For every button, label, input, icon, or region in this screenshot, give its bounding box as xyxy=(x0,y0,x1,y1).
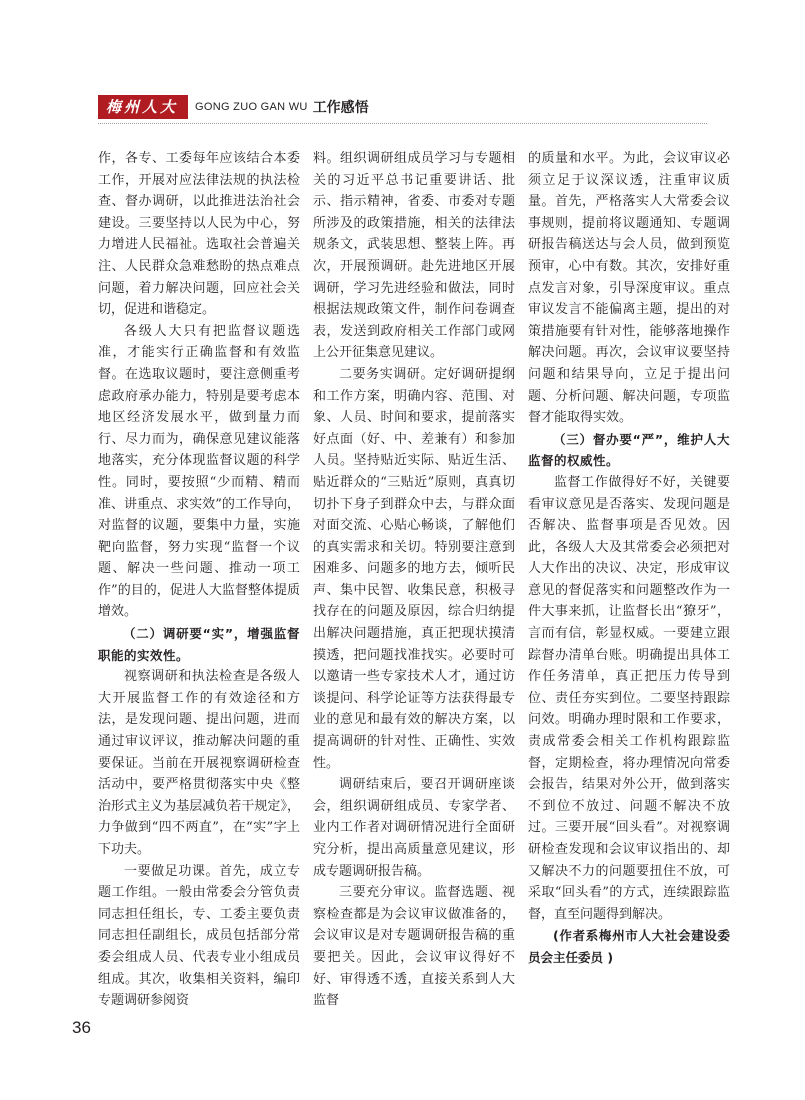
subheading: （二）调研要“实”，增强监督职能的实效性。 xyxy=(98,626,300,663)
text-column-3 xyxy=(528,148,730,969)
author-signature: (作者系梅州市人大社会建设委员会主任委员 ) xyxy=(528,928,730,965)
section-pinyin: GONG ZUO GAN WU xyxy=(195,101,308,113)
magazine-logo: 梅州人大 xyxy=(98,95,188,119)
section-title: 工作感悟 xyxy=(312,100,369,116)
header-divider xyxy=(98,123,707,124)
paragraph: 的质量和水平。为此，会议审议必须立足于议深议透，注重审议质量。首先，严格落实人大常委会议事规则，提前将议题通知、专题调研报告稿送达与会人员，做到预览预审，心中有数。其次，安排好重点发言对象，引导深度审议。重点审议发言不能偏离主题，提出的对策措施要有针对性，能够落地操作解决问题。再次，会议审议要坚持问题和结果导向，立足于提出问题、分析问题、解决问题，专项监督才能取得实效。 xyxy=(528,151,730,426)
paragraph: 料。组织调研组成员学习与专题相关的习近平总书记重要讲话、批示、指示精神，省委、市委对专题所涉及的政策措施，相关的法律法规条文，武装思想、整装上阵。再次，开展预调研。赴先进地区开展调研，学习先进经验和做法，同时根据法规政策文件，制作问卷调查表，发送到政府相关工作部门或网上公开征集意见建议。 xyxy=(313,151,515,361)
page-header xyxy=(98,95,369,119)
paragraph: 各级人大只有把监督议题选准，才能实行正确监督和有效监督。在选取议题时，要注意侧重考虑政府承办能力，特别是要考虑本地区经济发展水平，做到量力而行、尽力而为，确保意见建议能落地落实，充分体现监督议题的科学性。同时，要按照“少而精、精而准、讲重点、求实效”的工作导向，对监督的议题，要集中力量，实施靶向监督，努力实现“监督一个议题、解决一些问题、推动一项工作”的目的，促进人大监督整体提质增效。 xyxy=(98,323,300,620)
paragraph: 作，各专、工委每年应该结合本委工作，开展对应法律法规的执法检查、督办调研，以此推进法治社会建设。三要坚持以人民为中心，努力增进人民福祉。选取社会普遍关注、人民群众急难愁盼的热点难点问题，着力解决问题，回应社会关切，促进和谐稳定。 xyxy=(98,151,300,318)
subheading: （三）督办要“严”，维护人大监督的权威性。 xyxy=(528,431,730,469)
paragraph: 一要做足功课。首先，成立专题工作组。一般由常委会分管负责同志担任组长，专、工委主要负责同志担任副组长，成员包括部分常委会组成人员、代表专业小组成员组成。其次，收集相关资料，编印专题调研参阅资 xyxy=(98,863,300,1009)
page-number: 36 xyxy=(72,1018,91,1037)
text-column-2 xyxy=(313,148,515,1012)
paragraph: 调研结束后，要召开调研座谈会，组织调研组成员、专家学者、业内工作者对调研情况进行全面研究分析，提出高质量意见建议，形成专题调研报告稿。 xyxy=(313,777,515,879)
text-column-1 xyxy=(98,148,300,1012)
paragraph: 二要务实调研。定好调研提纲和工作方案，明确内容、范围、对象、人员、时间和要求，提前落实好点面（好、中、差兼有）和参加人员。坚持贴近实际、贴近生活、贴近群众的“三贴近”原则，真真切切扑下身子到群众中去，与群众面对面交流、心贴心畅谈，了解他们的真实需求和关切。特别要注意到困难多、问题多的地方去，倾听民声、集中民智、收集民意，积极寻找存在的问题及原因，综合归纳提出解决问题措施，真正把现状摸清摸透，把问题找准找实。必要时可以邀请一些专家技术人才，通过访谈提问、科学论证等方法获得最专业的意见和最有效的解决方案，以提高调研的针对性、正确性、实效性。 xyxy=(313,366,515,771)
paragraph: 监督工作做得好不好，关键要看审议意见是否落实、发现问题是否解决、监督事项是否见效。因此，各级人大及其常委会必须把对人大作出的决议、决定，形成审议意见的督促落实和问题整改作为一件大事来抓，让监督长出“獠牙”，言而有信，彰显权威。一要建立跟踪督办清单台账。明确提出具体工作任务清单，真正把压力传导到位、责任夯实到位。二要坚持跟踪问效。明确办理时限和工作要求，责成常委会相关工作机构跟踪监督，定期检查，将办理情况向常委会报告，结果对外公开，做到落实不到位不放过、问题不解决不放过。三要开展“回头看”。对视察调研检查发现和会议审议指出的、却又解决不力的问题要扭住不放，可采取“回头看”的方式，连续跟踪监督，直至问题得到解决。 xyxy=(528,474,730,922)
paragraph: 视察调研和执法检查是各级人大开展监督工作的有效途径和方法，是发现问题、提出问题，进而通过审议评议，推动解决问题的重要保证。当前在开展视察调研检查活动中，要严格贯彻落实中央《整治形式主义为基层减负若干规定》，力争做到“四不两直”，在“实”字上下功夫。 xyxy=(98,669,300,857)
paragraph: 三要充分审议。监督选题、视察检查都是为会议审议做准备的，会议审议是对专题调研报告稿的重要把关。因此，会议审议得好不好、审得透不透，直接关系到人大监督 xyxy=(313,885,515,1009)
